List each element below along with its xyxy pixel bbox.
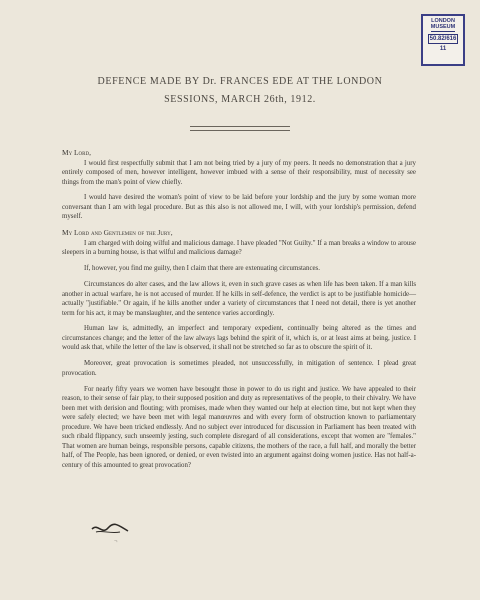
paragraph: I would first respectfully submit that I am not being tried by a jury of my peers. It needs no demonstration that a jury entirely composed of men, however intelligent, however imbued with a sense of their responsibility, must of necessity see things from the man's point of view chiefly. (62, 159, 416, 186)
paragraph: If, however, you find me guilty, then I claim that there are extenuating circumstances. (84, 265, 320, 273)
paragraph: Human law is, admittedly, an imperfect and temporary expedient, continually being altered as the times and circumstances change; and the letter of the law always lags behind the spirit of it, which is, or at least aims at being, justice. I would ask that, while the letter of the law is observed, it shall not be stretched so far as to obscure the spirit of it. (62, 325, 416, 352)
stamp-line-1: LONDON (431, 18, 455, 24)
document-title-line-1: DEFENCE MADE BY Dr. FRANCES EDE AT THE LONDON (97, 76, 383, 87)
stamp-accession-number: 50.82/616 (429, 36, 457, 42)
document-title-line-2: SESSIONS, MARCH 26th, 1912. (164, 94, 316, 105)
paragraph: I would have desired the woman's point of view to be laid before your lordship and the jury by some woman more conversant than I am with legal procedure. But as this also is not allowed me, I will, with your lordship's permission, defend myself. (62, 194, 416, 221)
paragraph: For nearly fifty years we women have besought those in power to do us right and justice. We have appealed to their reason, to their sense of fair play, to their supposed position and duty as representatives of the people, to their chivalry. We have been met with derision and flouting; with promises, made when they wanted our help at election time, but not kept when they were safely elected; we have been met with legal manœuvres and with every form of obstruction known to parliamentary procedure. We have been tricked endlessly. And no subject ever introduced for discussion in Parliament has been treated with such ribald flippancy, such unseemly jesting, such complete disregard of all considerations, except that women are "females." That women are human beings, responsible persons, capable citizens, the mothers of the race, a full half, and morally the better half, of The People, has been ignored, or denied, or even twisted into an argument against doing women justice. Has not half-a-century of this amounted to great provocation? (62, 385, 416, 469)
footer-mark: ¬ (114, 539, 118, 545)
salutation-lord-and-jury: My Lord and Gentlemen of the Jury, (62, 228, 173, 238)
salutation-my-lord: My Lord, (62, 148, 91, 157)
stamp-line-2: MUSEUM (430, 24, 456, 30)
stamp-line-4: 11 (439, 46, 447, 52)
paragraph: I am charged with doing wilful and malicious damage. I have pleaded "Not Guilty." If a man breaks a window to arouse sleepers in a burning house, is that wilful and malicious damage? (62, 239, 416, 257)
handwritten-flourish (90, 521, 130, 537)
museum-accession-stamp (421, 14, 465, 66)
paragraph: Circumstances do alter cases, and the law allows it, even in such grave cases as when life has been taken. If a man kills another in actual warfare, he is not accused of murder. If he kills in self-defence, the verdict is apt to be justifiable homicide—actually "justifiable." Or again, if he kills another under a variety of circumstances that I need not detail, there is yet another term for his act, it may be manslaughter, and the sentence varies accordingly. (62, 281, 416, 317)
title-divider (190, 126, 290, 131)
speech-body (62, 148, 416, 477)
paragraph: Moreover, great provocation is sometimes pleaded, not unsuccessfully, in mitigation of sentence. I plead great provocation. (62, 360, 416, 377)
